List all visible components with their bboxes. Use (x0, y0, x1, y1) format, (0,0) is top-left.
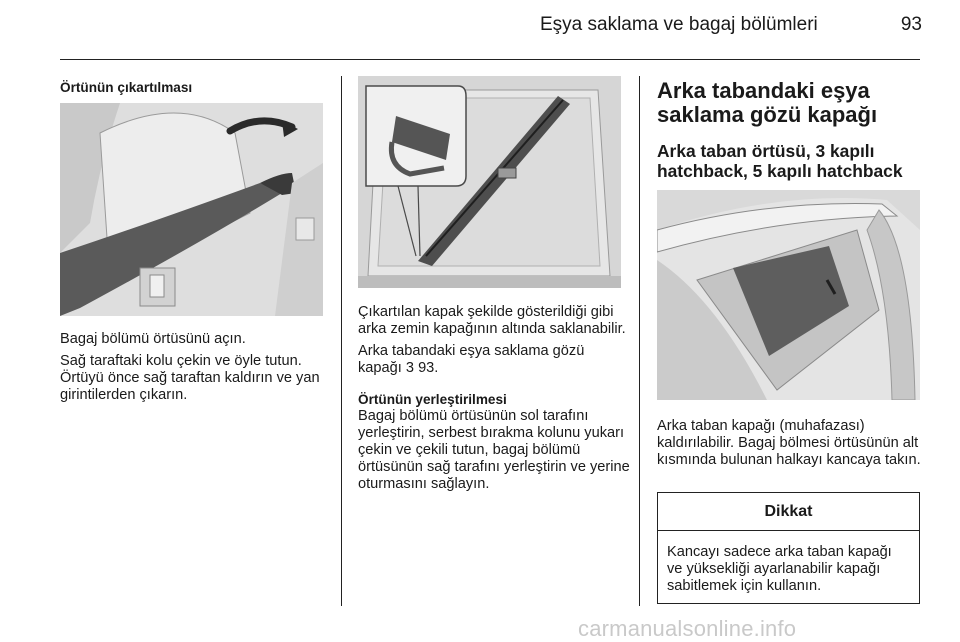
figure-cover-storage (358, 76, 621, 288)
section-heading-installation: Örtünün yerleştirilmesi (358, 392, 507, 407)
section-title-storage-lid: Arka tabandaki eşya saklama gözü kapağı (657, 78, 878, 127)
paragraph-installation-steps: Bagaj bölümü örtüsünün sol tarafını yerleştirin, serbest bırakma kolunu yukarı çekin ve çekili tutun, bagaj bölümü örtüsünün sağ tarafını yerleştirin ve yerine oturmasını sağlayın. (358, 408, 630, 492)
stored-cover-illustration (358, 76, 621, 288)
column-divider-right (639, 76, 640, 606)
paragraph-open-cover: Bagaj bölümü örtüsünü açın. (60, 331, 246, 347)
header-rule (60, 59, 920, 60)
watermark: carmanualsonline.info (578, 616, 797, 641)
arrow-ref-icon: 3 (405, 360, 414, 376)
caution-body: Kancayı sadece arka taban kapağı ve yüksekliği ayarlanabilir kapağı sabitlemek için kullanın. (667, 544, 892, 594)
caution-title: Dikkat (658, 493, 919, 531)
paragraph-lift-floor-cover: Arka taban kapağı (muhafazası) kaldırılabilir. Bagaj bölmesi örtüsünün alt kısmında bulunan halkayı kancaya takın. (657, 418, 921, 468)
paragraph-pull-lever: Sağ taraftaki kolu çekin ve öyle tutun. Örtüyü önce sağ taraftan kaldırın ve yan girintilerden çıkarın. (60, 353, 320, 403)
paragraph-storage-reference: Arka tabandaki eşya saklama gözü kapağı (358, 343, 585, 376)
trunk-cover-illustration (60, 103, 323, 316)
figure-cover-removal (60, 103, 323, 316)
paragraph-cover-stored: Çıkartılan kapak şekilde gösterildiği gibi arka zemin kapağının altında saklanabilir. (358, 304, 626, 337)
caution-box (657, 492, 920, 604)
column-divider-left (341, 76, 342, 606)
page-reference-link[interactable]: 93. (418, 360, 439, 376)
floor-cover-illustration (657, 190, 920, 400)
section-heading-removal: Örtünün çıkartılması (60, 80, 193, 95)
page-header-title: Eşya saklama ve bagaj bölümleri (540, 14, 818, 35)
section-subtitle-floor-cover: Arka taban örtüsü, 3 kapılı hatchback, 5 kapılı hatchback (657, 141, 903, 181)
page-number: 93 (900, 14, 922, 35)
figure-floor-cover (657, 190, 920, 400)
